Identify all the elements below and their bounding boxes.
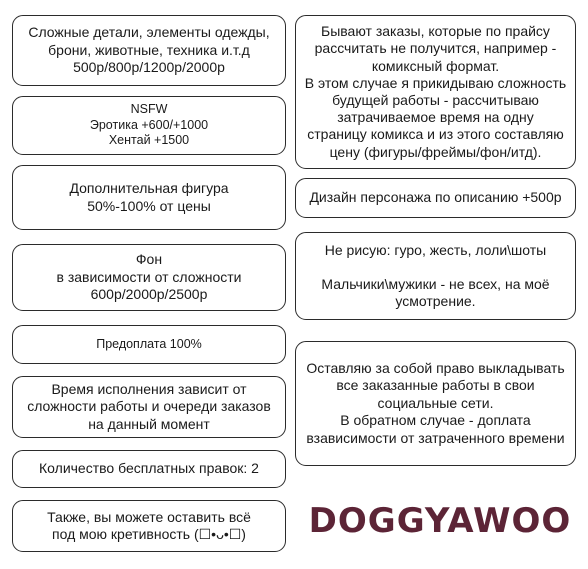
restrictions-box: Не рисую: гуро, жесть, лоли\шоты Мальчики\мужики - не всех, на моё усмотрение. [295,232,576,320]
timing-box: Время исполнения зависит от сложности работы и очереди заказов на данный момент [12,376,286,438]
character-design-box: Дизайн персонажа по описанию +500р [295,178,576,218]
background-price-box: Фон в зависимости от сложности 600р/2000р/2500р [12,244,286,311]
brand-logo: DOGGYAWOO [308,501,572,541]
prepayment-box: Предоплата 100% [12,325,286,364]
creativity-box: Также, вы можете оставить всё под мою кретивность (☐•ᴗ•☐) [12,500,286,552]
revisions-box: Количество бесплатных правок: 2 [12,450,286,488]
extra-figure-box: Дополнительная фигура 50%-100% от цены [12,165,286,230]
nsfw-price-box: NSFW Эротика +600/+1000 Хентай +1500 [12,96,286,155]
price-details-box: Сложные детали, элементы одежды, брони, животные, техника и.т.д 500р/800р/1200р/2000р [12,15,286,86]
rights-box: Оставляю за собой право выкладывать все заказанные работы в свои социальные сети. В обратном случае - доплата взависимости от затраченного времени [295,341,576,466]
complex-orders-box: Бывают заказы, которые по прайсу рассчитать не получится, например - комиксный формат. В этом случае я прикидываю сложность будущей работы - рассчитываю затрачиваемое время на одну страницу комикса и из этого составляю цену (фигуры/фреймы/фон/итд). [295,15,576,169]
